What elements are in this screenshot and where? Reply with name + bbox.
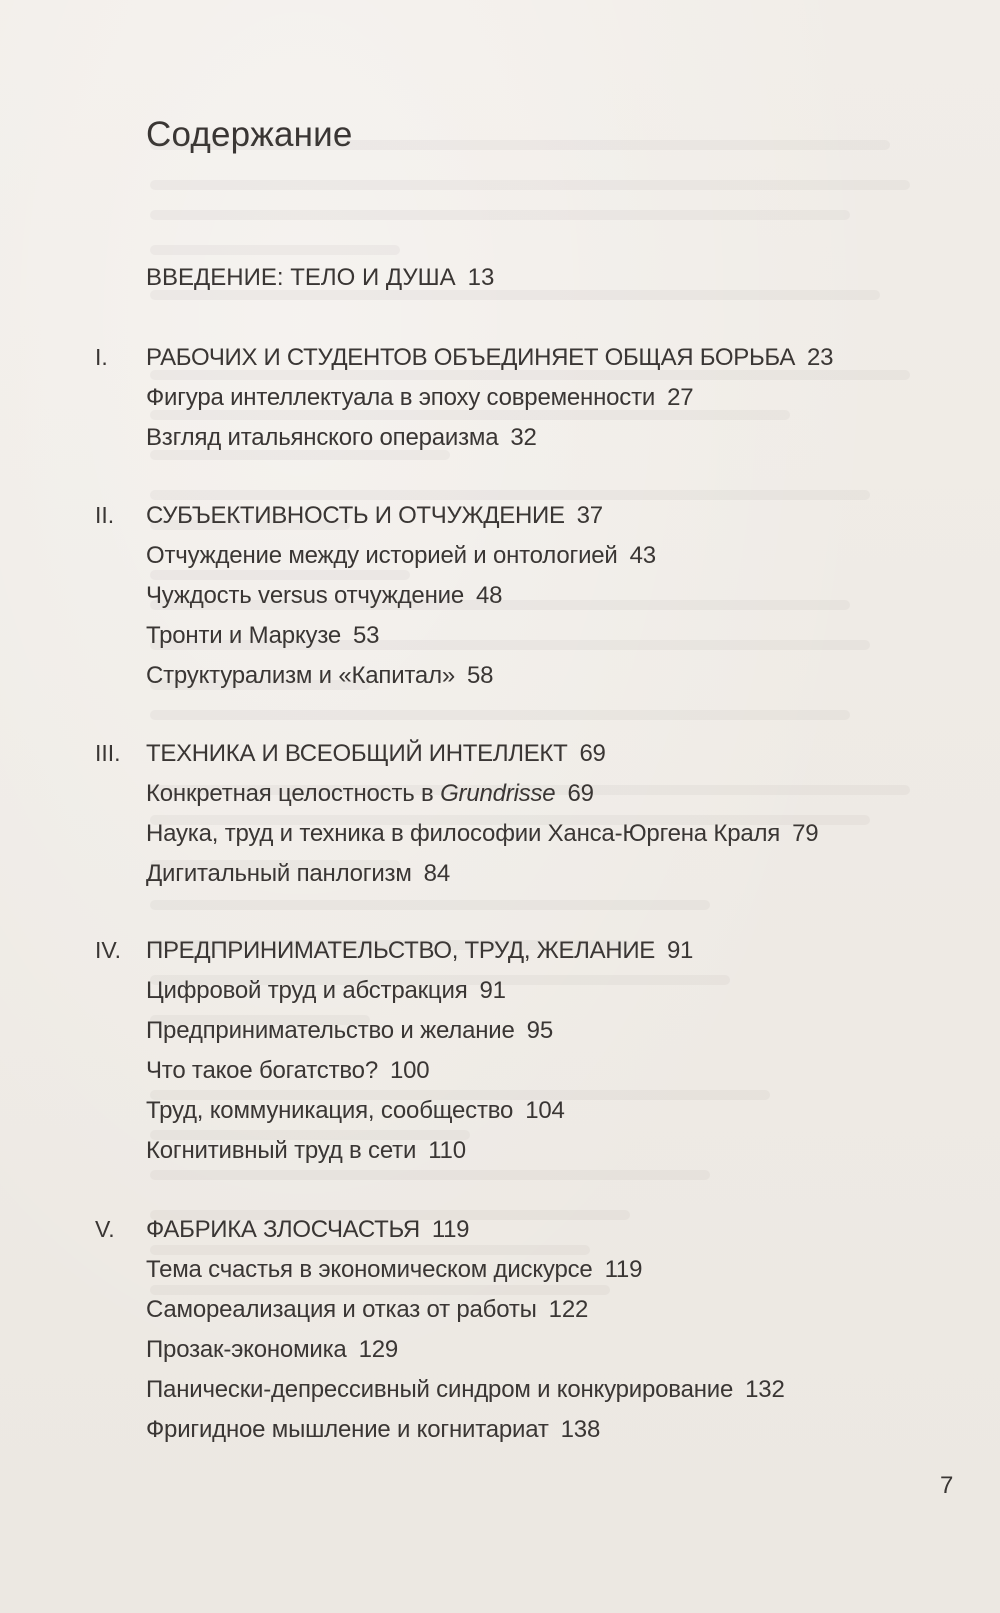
section-page-number: 100: [389, 1057, 430, 1084]
toc-section: [146, 1057, 429, 1085]
section-page-number: 48: [476, 582, 503, 609]
section-title: Фигура интеллектуала в эпоху современности: [146, 384, 656, 411]
section-page-number: 91: [479, 977, 506, 1004]
section-page-number: 84: [423, 860, 450, 887]
page-number: 7: [940, 1472, 954, 1499]
section-title: Структурализм и «Капитал»: [146, 662, 456, 689]
section-page-number: 27: [667, 384, 694, 411]
section-page-number: 79: [792, 820, 819, 847]
chapter-number: V.: [95, 1216, 115, 1242]
chapter-title-text: ТЕХНИКА И ВСЕОБЩИЙ ИНТЕЛЛЕКТ: [146, 740, 568, 767]
section-page-number: 69: [567, 780, 594, 807]
intro-page-number: 13: [467, 264, 495, 291]
section-page-number: 129: [358, 1336, 399, 1363]
section-title-italic: Grundrisse: [440, 780, 556, 807]
section-page-number: 43: [629, 542, 656, 569]
chapter-title-text: СУБЪЕКТИВНОСТЬ И ОТЧУЖДЕНИЕ: [146, 502, 565, 529]
section-title: Самореализация и отказ от работы: [146, 1296, 537, 1323]
section-page-number: 58: [467, 662, 494, 689]
chapter-title-text: ФАБРИКА ЗЛОСЧАСТЬЯ: [146, 1216, 420, 1243]
section-title: Отчуждение между историей и онтологией: [146, 542, 618, 569]
section-page-number: 32: [510, 424, 537, 451]
chapter-number: I.: [95, 344, 108, 370]
toc-section: [146, 860, 450, 888]
intro-title: ВВЕДЕНИЕ: ТЕЛО И ДУША: [146, 264, 456, 291]
chapter-page-number: 23: [807, 344, 834, 371]
toc-section: [146, 384, 693, 412]
section-title: Когнитивный труд в сети: [146, 1137, 417, 1164]
section-page-number: 95: [526, 1017, 553, 1044]
section-title: Тронти и Маркузе: [146, 622, 342, 649]
section-title: Панически-депрессивный синдром и конкурирование: [146, 1376, 734, 1403]
section-page-number: 53: [353, 622, 380, 649]
section-page-number: 110: [428, 1137, 466, 1164]
chapter-title: [146, 937, 693, 965]
toc-section: [146, 1017, 553, 1045]
section-title: Предпринимательство и желание: [146, 1017, 515, 1044]
toc-section: [146, 1376, 785, 1404]
toc-section: [146, 424, 537, 452]
chapter-page-number: 119: [431, 1216, 470, 1243]
chapter-page-number: 91: [667, 937, 694, 964]
chapter-title: [146, 502, 603, 530]
toc-section: [146, 1137, 466, 1165]
toc-section: [146, 820, 818, 848]
section-page-number: 132: [745, 1376, 785, 1403]
toc-section: [146, 622, 379, 650]
chapter-title-text: ПРЕДПРИНИМАТЕЛЬСТВО, ТРУД, ЖЕЛАНИЕ: [146, 937, 655, 964]
section-title: Цифровой труд и абстракция: [146, 977, 468, 1004]
section-title: Наука, труд и техника в философии Ханса-Юргена Краля: [146, 820, 781, 847]
toc-section: [146, 1336, 398, 1364]
section-title: Фригидное мышление и когнитариат: [146, 1416, 549, 1443]
chapter-page-number: 37: [576, 502, 603, 529]
toc-section: [146, 1256, 642, 1284]
section-page-number: 104: [525, 1097, 565, 1124]
section-title: Тема счастья в экономическом дискурсе: [146, 1256, 593, 1283]
section-title: Дигитальный панлогизм: [146, 860, 412, 887]
chapter-title-text: РАБОЧИХ И СТУДЕНТОВ ОБЪЕДИНЯЕТ ОБЩАЯ БОРЬБА: [146, 344, 796, 371]
chapter-title: [146, 1216, 469, 1244]
chapter-number: II.: [95, 502, 115, 528]
page-title: Содержание: [146, 115, 353, 154]
chapter-number: III.: [95, 740, 121, 766]
toc-section: [146, 1296, 588, 1324]
chapter-page-number: 69: [579, 740, 606, 767]
toc-section: [146, 582, 502, 610]
toc-section: [146, 1097, 565, 1125]
toc-section: [146, 1416, 600, 1444]
section-title: Чуждость versus отчуждение: [146, 582, 464, 609]
section-page-number: 138: [560, 1416, 601, 1443]
toc-section: [146, 780, 594, 808]
toc-section: [146, 542, 656, 570]
section-title: Что такое богатство?: [146, 1057, 378, 1084]
section-title: Конкретная целостность в: [146, 780, 441, 807]
chapter-number: IV.: [95, 937, 122, 963]
chapter-title: [146, 344, 833, 372]
toc-intro-entry: [146, 264, 494, 292]
chapter-title: [146, 740, 606, 768]
section-page-number: 119: [604, 1256, 643, 1283]
section-title: Прозак-экономика: [146, 1336, 347, 1363]
toc-section: [146, 977, 506, 1005]
toc-section: [146, 662, 493, 690]
section-title: Труд, коммуникация, сообщество: [146, 1097, 514, 1124]
section-title: Взгляд итальянского операизма: [146, 424, 499, 451]
section-page-number: 122: [548, 1296, 589, 1323]
